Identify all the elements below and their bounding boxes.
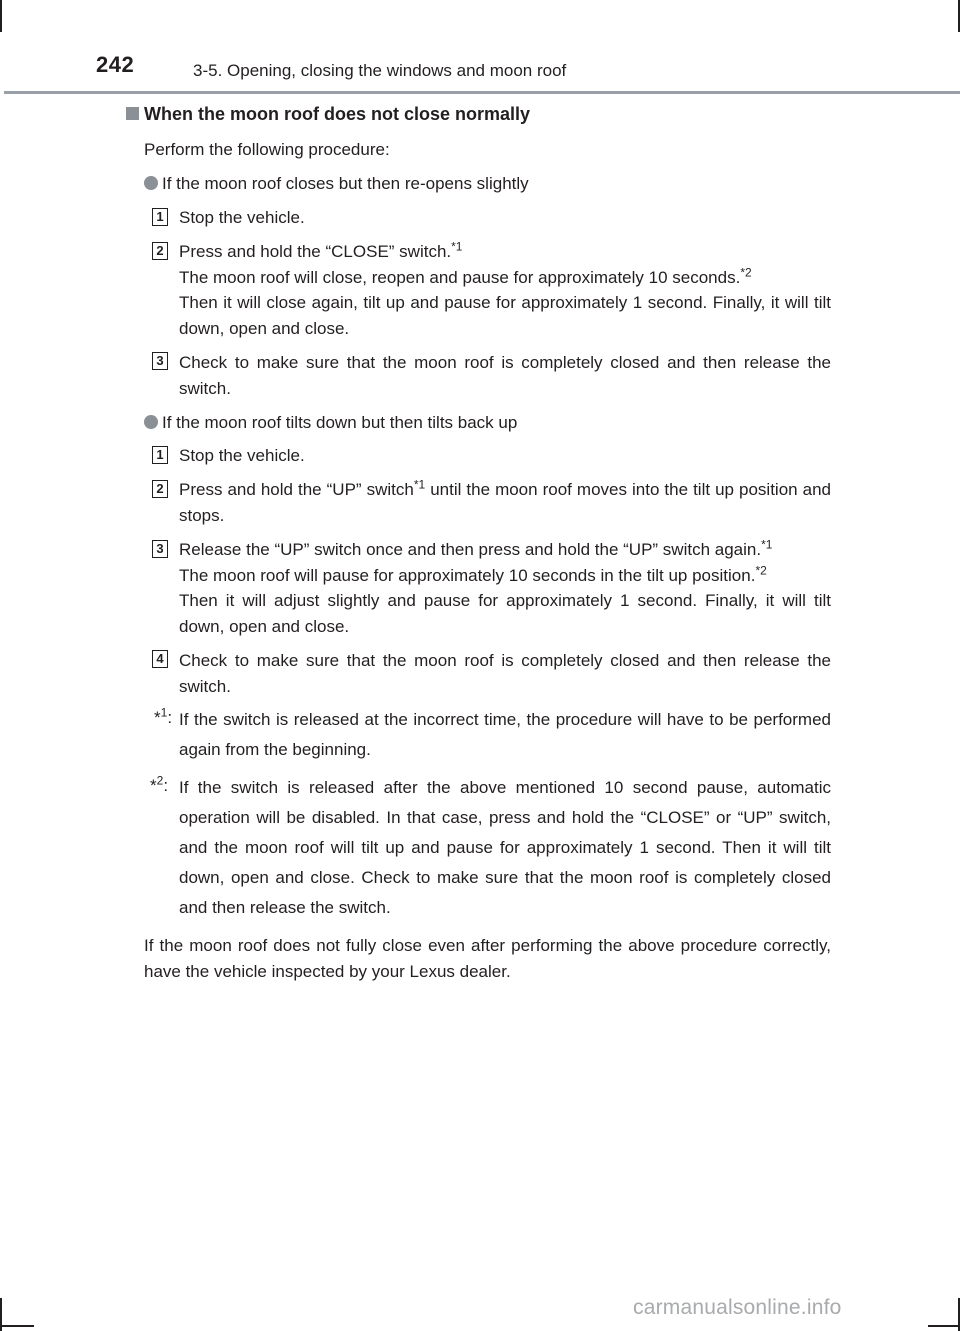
step-number-box: 4 <box>152 650 168 668</box>
case2-step3-line2: The moon roof will pause for approximately 10 seconds in the tilt up position.$^{*2}$ <box>179 563 767 585</box>
footnote-ref-1: *1 <box>413 477 426 492</box>
case2-heading <box>144 410 517 436</box>
case1-heading <box>144 171 529 197</box>
case2-step3-line3: Then it will adjust slightly and pause for approximately 1 second. Finally, it will tilt down, open and close. <box>179 591 831 636</box>
page-header <box>0 0 960 96</box>
footnote-ref-1: *1 <box>761 537 773 552</box>
header-rule <box>4 91 960 94</box>
case1-step2-line1: Press and hold the “CLOSE” switch.$^{*1}$ <box>179 239 463 261</box>
case2-step2-text: Press and hold the “UP” switch$^{*1}$ until the moon roof moves into the tilt up position and stops. <box>179 477 831 525</box>
crop-mark-bottom-right-h <box>928 1325 960 1327</box>
chapter-title: 3-5. Opening, closing the windows and moon roof <box>193 61 567 80</box>
step-number-box: 3 <box>152 352 168 370</box>
footnote-mark-2: *$^2$: <box>150 773 169 795</box>
footnote-2-text: If the switch is released after the above mentioned 10 second pause, automatic operation will be disabled. In that case, press and hold the “CLOSE” or “UP” switch, and the moon roof will tilt up and pause for approximately 1 second. Then it will tilt down, open and close. Check to make sure that the moon roof is completely closed and then release the switch. <box>179 778 831 917</box>
case2-step4-text: Check to make sure that the moon roof is completely closed and then release the switch. <box>179 651 831 696</box>
case1-step2-line2: The moon roof will close, reopen and pause for approximately 10 seconds.$^{*2}$ <box>179 265 752 287</box>
footnote-1-text: If the switch is released at the incorrect time, the procedure will have to be performed again from the beginning. <box>179 710 831 759</box>
case2-title: If the moon roof tilts down but then tilts back up <box>162 413 518 432</box>
square-bullet-icon <box>126 107 139 120</box>
case2-step3-line1: Release the “UP” switch once and then press and hold the “UP” switch again.$^{*1}$ <box>179 537 773 559</box>
section-title: When the moon roof does not close normally <box>144 104 531 124</box>
circle-bullet-icon <box>144 415 158 429</box>
crop-mark-bottom-left-h <box>0 1325 34 1327</box>
circle-bullet-icon <box>144 176 158 190</box>
step-number-box: 1 <box>152 208 168 226</box>
footnote-ref-2: *2 <box>755 563 767 578</box>
closing-paragraph: If the moon roof does not fully close even after performing the above procedure correctly, have the vehicle inspected by your Lexus dealer. <box>144 936 831 981</box>
step-number-box: 2 <box>152 480 168 498</box>
case1-title: If the moon roof closes but then re-opens slightly <box>162 174 529 193</box>
step-number-box: 2 <box>152 242 168 260</box>
case1-step2-line3: Then it will close again, tilt up and pause for approximately 1 second. Finally, it will tilt down, open and close. <box>179 293 831 338</box>
case1-step3-text: Check to make sure that the moon roof is completely closed and then release the switch. <box>179 353 831 398</box>
footnote-ref-1: *1 <box>451 239 463 254</box>
intro-text: Perform the following procedure: <box>144 140 390 159</box>
site-watermark: carmanualsonline.info <box>633 1296 842 1319</box>
case1-step1-text: Stop the vehicle. <box>179 208 305 227</box>
case2-step1-text: Stop the vehicle. <box>179 446 305 465</box>
footnote-ref-2: *2 <box>740 265 752 280</box>
step-number-box: 1 <box>152 446 168 464</box>
page-number: 242 <box>96 52 135 77</box>
step-number-box: 3 <box>152 540 168 558</box>
section-heading <box>126 104 530 125</box>
footnote-mark-1: *$^1$: <box>154 705 173 727</box>
